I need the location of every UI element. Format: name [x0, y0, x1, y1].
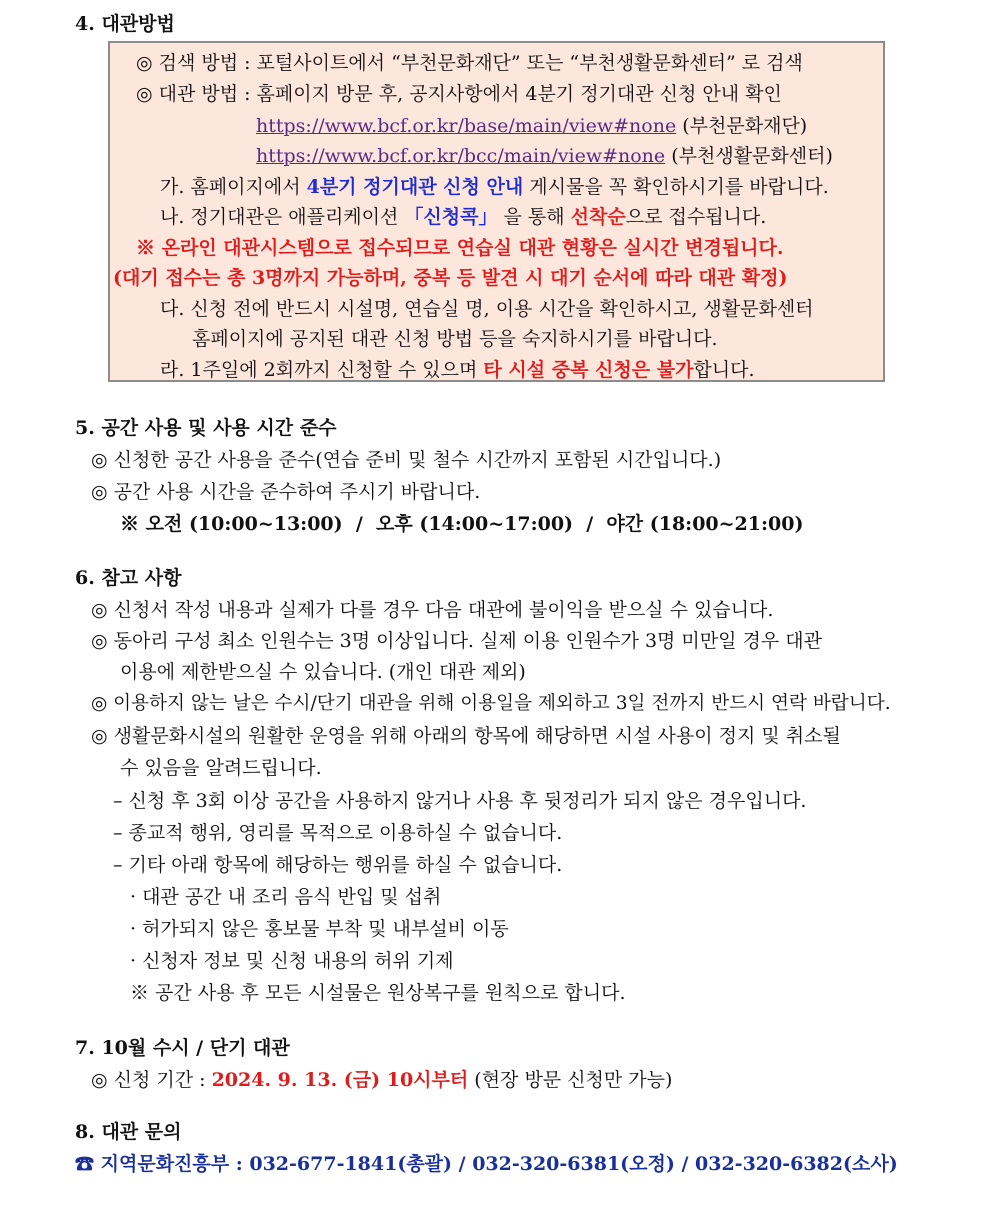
s6-item-2b: 이용에 제한받으실 수 있습니다. (개인 대관 제외) [120, 661, 526, 683]
s5-item-1: ◎ 신청한 공간 사용을 준수(연습 준비 및 철수 시간까지 포함된 시간입니다.) [91, 449, 722, 471]
na-first-come: 선착순 [570, 206, 626, 228]
item-ra [160, 357, 755, 383]
item-da-2: 홈페이지에 공지된 대관 신청 방법 등을 숙지하시기를 바랍니다. [192, 328, 718, 350]
s6-item-2a: ◎ 동아리 구성 최소 인원수는 3명 이상입니다. 실제 이용 인원수가 3명 미만일 경우 대관 [91, 630, 822, 652]
item-da-1: 다. 신청 전에 반드시 시설명, 연습실 명, 이용 시간을 확인하시고, 생활문화센터 [160, 298, 814, 320]
bcf-base-link[interactable]: https://www.bcf.or.kr/base/main/view#none [256, 115, 677, 137]
rental-method: ◎ 대관 방법 : 홈페이지 방문 후, 공지사항에서 4분기 정기대관 신청 안내 확인 [136, 83, 782, 105]
s6-dot-3: · 신청자 정보 및 신청 내용의 허위 기제 [130, 950, 454, 972]
ga-text-pre: 가. 홈페이지에서 [160, 176, 307, 198]
link-row-2 [256, 143, 833, 169]
application-period [91, 1067, 672, 1093]
s6-dash-2: – 종교적 행위, 영리를 목적으로 이용하실 수 없습니다. [113, 822, 563, 844]
s6-dash-3: – 기타 아래 항목에 해당하는 행위를 하실 수 없습니다. [113, 854, 563, 876]
contact-line [75, 1151, 898, 1177]
phone-icon: ☎ [75, 1153, 95, 1175]
warning-waitlist: (대기 접수는 총 3명까지 가능하며, 중복 등 발견 시 대기 순서에 따라 대관 확정) [113, 267, 788, 289]
period-note: (현장 방문 신청만 가능) [468, 1069, 673, 1091]
s6-item-4b: 수 있음을 알려드립니다. [120, 757, 322, 779]
section-8-title: 8. 대관 문의 [75, 1121, 182, 1143]
warning-realtime: ※ 온라인 대관시스템으로 접수되므로 연습실 대관 현황은 실시간 변경됩니다. [136, 237, 784, 259]
link1-note: (부천문화재단) [682, 115, 808, 137]
contact-info: 지역문화진흥부 : 032-677-1841(총괄) / 032-320-6381(오정) / 032-320-6382(소사) [100, 1153, 898, 1175]
s6-dot-1: · 대관 공간 내 조리 음식 반입 및 섭취 [130, 886, 442, 908]
item-ga [160, 174, 829, 200]
ga-text-post: 게시물을 꼭 확인하시기를 바랍니다. [523, 176, 829, 198]
link2-note: (부천생활문화센터) [671, 145, 833, 167]
na-text-post: 으로 접수됩니다. [625, 206, 767, 228]
bcf-bcc-link[interactable]: https://www.bcf.or.kr/bcc/main/view#none [256, 145, 666, 167]
period-label: ◎ 신청 기간 : [91, 1069, 212, 1091]
ga-highlight: 4분기 정기대관 신청 안내 [306, 176, 524, 198]
s6-note: ※ 공간 사용 후 모든 시설물은 원상복구를 원칙으로 합니다. [130, 982, 626, 1004]
section-7-title: 7. 10월 수시 / 단기 대관 [75, 1037, 290, 1059]
na-text-mid: 을 통해 [497, 206, 571, 228]
ra-text-post: 합니다. [693, 359, 755, 381]
section-5-title: 5. 공간 사용 및 사용 시간 준수 [75, 417, 337, 439]
usage-times: ※ 오전 (10:00~13:00) / 오후 (14:00~17:00) / 야간 (18:00~21:00) [120, 513, 804, 535]
ra-highlight: 타 시설 중복 신청은 불가 [483, 359, 694, 381]
section-6-title: 6. 참고 사항 [75, 567, 182, 589]
link-row-1 [256, 113, 807, 139]
na-text-pre: 나. 정기대관은 애플리케이션 [160, 206, 405, 228]
s6-item-1: ◎ 신청서 작성 내용과 실제가 다를 경우 다음 대관에 불이익을 받으실 수 있습니다. [91, 599, 774, 621]
item-na [160, 204, 766, 230]
search-method: ◎ 검색 방법 : 포털사이트에서 “부천문화재단” 또는 “부천생활문화센터” 로 검색 [136, 52, 803, 74]
period-date: 2024. 9. 13. (금) 10시부터 [211, 1069, 469, 1091]
na-app-name: 「신청콕」 [404, 206, 498, 228]
s5-item-2: ◎ 공간 사용 시간을 준수하여 주시기 바랍니다. [91, 481, 481, 503]
s6-dot-2: · 허가되지 않은 홍보물 부착 및 내부설비 이동 [130, 918, 509, 940]
ra-text-pre: 라. 1주일에 2회까지 신청할 수 있으며 [160, 359, 484, 381]
section-4-title: 4. 대관방법 [75, 13, 175, 35]
s6-item-3: ◎ 이용하지 않는 날은 수시/단기 대관을 위해 이용일을 제외하고 3일 전까지 반드시 연락 바랍니다. [91, 693, 891, 714]
s6-item-4a: ◎ 생활문화시설의 원활한 운영을 위해 아래의 항목에 해당하면 시설 사용이 정지 및 취소될 [91, 725, 841, 747]
s6-dash-1: – 신청 후 3회 이상 공간을 사용하지 않거나 사용 후 뒷정리가 되지 않은 경우입니다. [113, 790, 807, 812]
